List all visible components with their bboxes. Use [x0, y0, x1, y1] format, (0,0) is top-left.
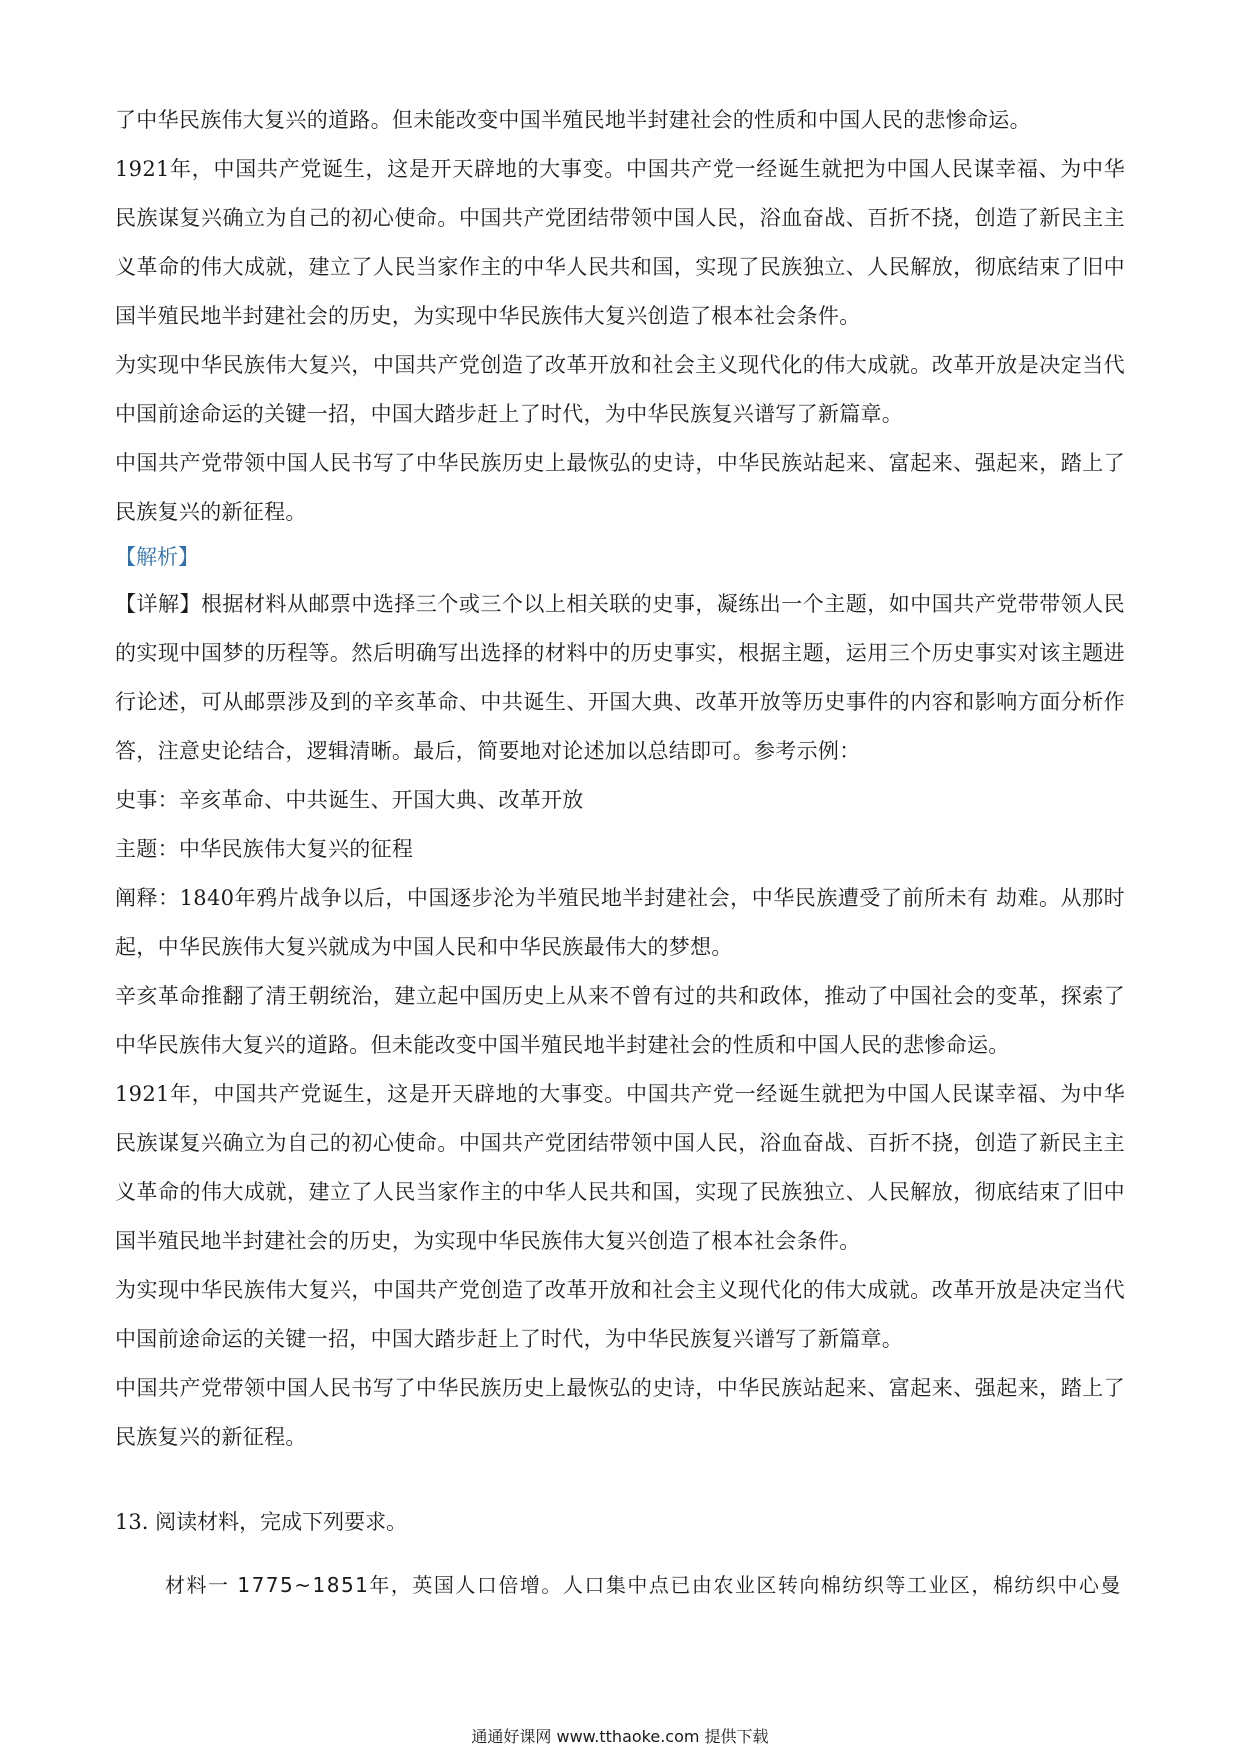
paragraph: 【详解】根据材料从邮票中选择三个或三个以上相关联的史事，凝练出一个主题，如中国共产党带带领人民的实现中国梦的历程等。然后明确写出选择的材料中的历史事实，根据主题，运用三个历史事实对该主题进行论述，可从邮票涉及到的辛亥革命、中共诞生、开国大典、改革开放等历史事件的内容和影响方面分析作答，注意史论结合，逻辑清晰。最后，简要地对论述加以总结即可。参考示例：: [115, 592, 1125, 763]
detail-explanation: [115, 580, 1125, 1462]
paragraph: 1921年，中国共产党诞生，这是开天辟地的大事变。中国共产党一经诞生就把为中国人民谋幸福、为中华民族谋复兴确立为自己的初心使命。中国共产党团结带领中国人民，浴血奋战、百折不挠，创造了新民主主义革命的伟大成就，建立了人民当家作主的中华人民共和国，实现了民族独立、人民解放，彻底结束了旧中国半殖民地半封建社会的历史，为实现中华民族伟大复兴创造了根本社会条件。: [115, 1082, 1125, 1253]
paragraph: 了中华民族伟大复兴的道路。但未能改变中国半殖民地半封建社会的性质和中国人民的悲惨命运。: [115, 108, 1031, 132]
material-excerpt: 材料一 1775~1851年，英国人口倍增。人口集中点已由农业区转向棉纺织等工业区，棉纺织中心曼: [165, 1573, 1122, 1597]
paragraph: 中国共产党带领中国人民书写了中华民族历史上最恢弘的史诗，中华民族站起来、富起来、强起来，踏上了民族复兴的新征程。: [115, 1376, 1125, 1449]
paragraph: 中国共产党带领中国人民书写了中华民族历史上最恢弘的史诗，中华民族站起来、富起来、强起来，踏上了民族复兴的新征程。: [115, 451, 1125, 524]
paragraph: 史事：辛亥革命、中共诞生、开国大典、改革开放: [115, 788, 584, 812]
analysis-heading: 【解析】: [115, 545, 199, 569]
paragraph: 为实现中华民族伟大复兴，中国共产党创造了改革开放和社会主义现代化的伟大成就。改革开放是决定当代中国前途命运的关键一招，中国大踏步赶上了时代，为中华民族复兴谱写了新篇章。: [115, 1278, 1125, 1351]
paragraph: 阐释：1840年鸦片战争以后，中国逐步沦为半殖民地半封建社会，中华民族遭受了前所未有 劫难。从那时起，中华民族伟大复兴就成为中国人民和中华民族最伟大的梦想。: [115, 886, 1125, 959]
page-footer: 通通好课网 www.tthaoke.com 提供下载: [471, 1727, 769, 1746]
paragraph: 辛亥革命推翻了清王朝统治，建立起中国历史上从来不曾有过的共和政体，推动了中国社会的变革，探索了中华民族伟大复兴的道路。但未能改变中国半殖民地半封建社会的性质和中国人民的悲惨命运。: [115, 984, 1125, 1057]
paragraph: 为实现中华民族伟大复兴，中国共产党创造了改革开放和社会主义现代化的伟大成就。改革开放是决定当代中国前途命运的关键一招，中国大踏步赶上了时代，为中华民族复兴谱写了新篇章。: [115, 353, 1125, 426]
answer-continuation: [115, 96, 1125, 537]
question-heading: 13. 阅读材料，完成下列要求。: [115, 1510, 408, 1534]
paragraph: 主题：中华民族伟大复兴的征程: [115, 837, 414, 861]
paragraph: 1921年，中国共产党诞生，这是开天辟地的大事变。中国共产党一经诞生就把为中国人民谋幸福、为中华民族谋复兴确立为自己的初心使命。中国共产党团结带领中国人民，浴血奋战、百折不挠，创造了新民主主义革命的伟大成就，建立了人民当家作主的中华人民共和国，实现了民族独立、人民解放，彻底结束了旧中国半殖民地半封建社会的历史，为实现中华民族伟大复兴创造了根本社会条件。: [115, 157, 1125, 328]
